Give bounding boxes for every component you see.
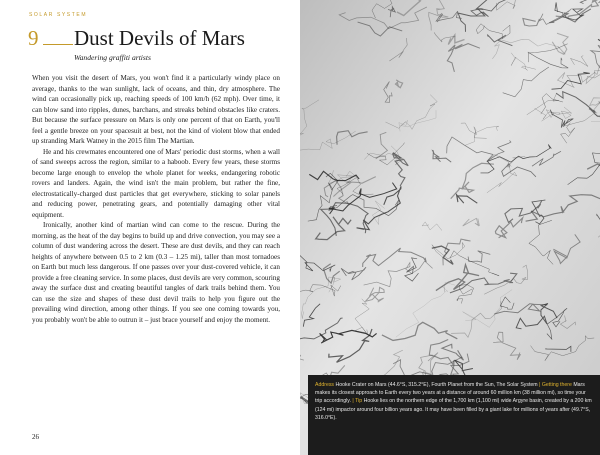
chapter-subtitle: Wandering graffiti artists <box>74 53 151 62</box>
tip-text: Hooke lies on the northern edge of the 1,700 km (1,100 mi) wide Argyre basin, created by a 200 km (124 mi) impactor around four billion years ago. It may have been filled by a giant lake for millions of years after (49.7°S, 316.0°E). <box>315 398 592 421</box>
caption-separator: | <box>352 398 354 405</box>
body-paragraph: He and his crewmates encountered one of Mars' periodic dust storms, when a wall of sand sweeps across the region, similar to a haboob. Every few years, these storms become large enough to envelop the whole planet for weeks, endangering robotic rovers and landers. Again, the wind isn't the main problem, but rather the fine, electrostatically-charged dust particles that get everywhere, sticking to solar panels and reducing power, penetrating gears, and potentially damaging other vital equipment. <box>32 147 280 219</box>
getting-there-text: Mars makes its closest approach to Earth every two years at a distance of around 60 million km (38 million mi), so time your trip accordingly. <box>315 382 586 405</box>
chapter-number: 9 <box>28 26 39 50</box>
tip-label: Tip <box>355 398 363 405</box>
caption-separator: | <box>539 382 541 388</box>
chapter-rule <box>43 44 73 45</box>
address-text: Hooke Crater on Mars (44.6°S, 315.2°E), Fourth Planet from the Sun, The Solar System <box>335 382 538 388</box>
section-label: SOLAR SYSTEM <box>29 12 88 18</box>
page-number: 26 <box>32 433 39 441</box>
body-text <box>32 73 280 325</box>
body-paragraph: Ironically, another kind of martian wind can come to the rescue. During the morning, as the heat of the day begins to build up and drive convection, you may see a column of dust wandering across the desert. These are dust devils, and they can reach heights of anywhere between 0.5 to 2 km (0.3 – 1.25 mi), taller than most tornadoes on Earth but much less dangerous. If one passes over your dust-covered vehicle, it can provide a free cleaning service. In some places, dust devils are very common, scouring away the surface dust and creating beautiful tangles of dark trails behind them. You can use the size and shapes of these dust devil trails to help you figure out the prevailing wind direction, among other things. If you see one coming towards you, you probably won't be able to outrun it – just brace yourself and enjoy the moment. <box>32 221 280 324</box>
address-label: Address <box>315 382 335 388</box>
getting-there-label: Getting there <box>541 382 572 388</box>
chapter-title: Dust Devils of Mars <box>74 26 245 50</box>
caption-text <box>315 381 593 422</box>
body-paragraph: When you visit the desert of Mars, you won't find it a particularly windy place on average, thanks to the wan sunlight, lack of oceans, and thin, dry atmosphere. The wind can occasionally pick up, reaching speeds of 100 km/h (62 mph). Over time, it can blow sand into ripples, dunes, barchans, and streaks behind obstacles like craters. But because the surface pressure on Mars is only one percent of that on Earth, you'll feel a gentle breeze on your spacesuit at best, not the kind of violent blow that ended up stranding Mark Watney in the 2015 film The Martian. <box>32 74 280 145</box>
